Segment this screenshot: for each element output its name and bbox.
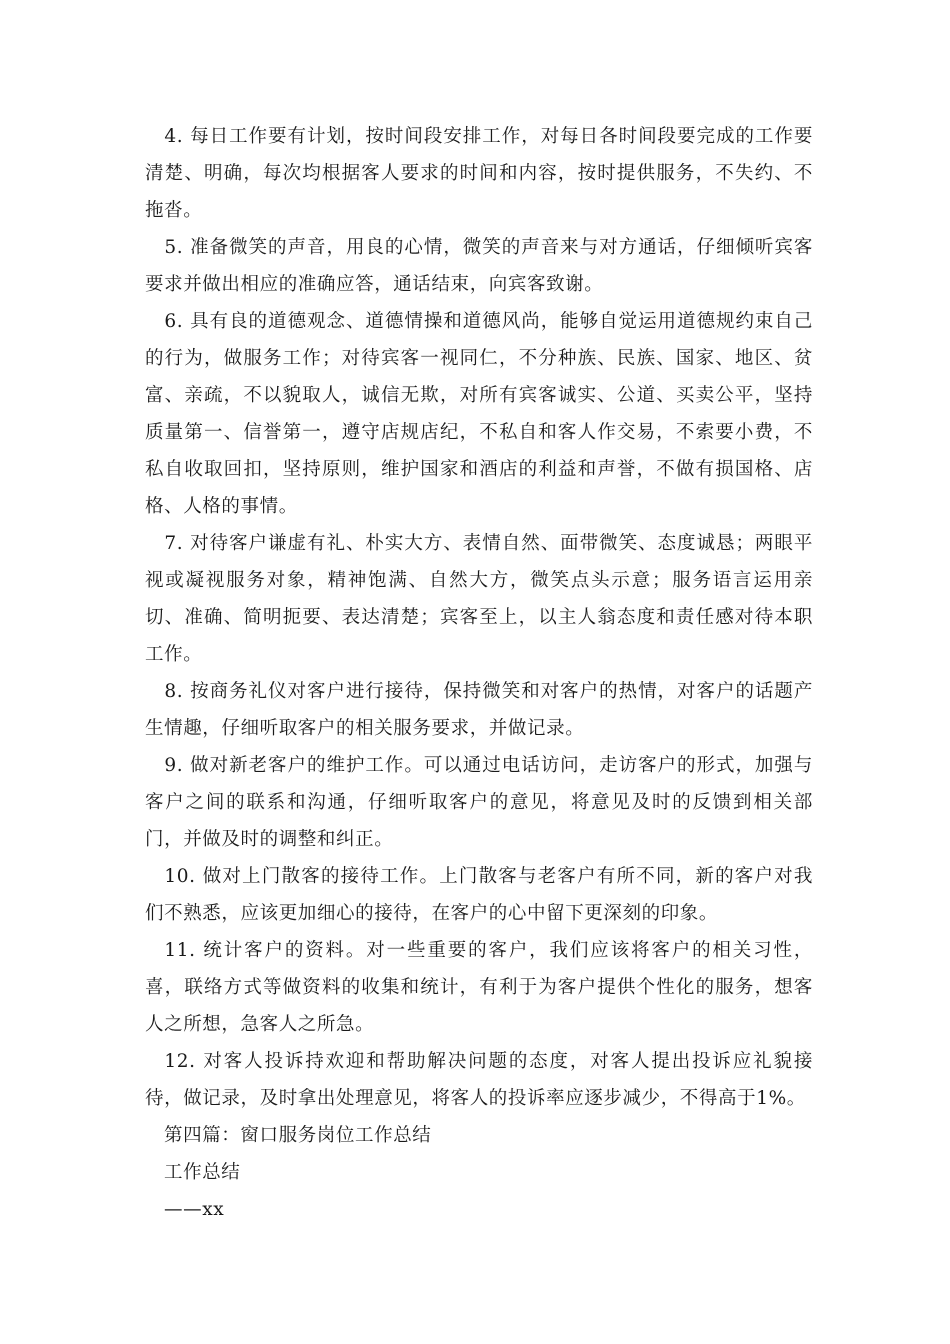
author-line: ——xx [164,1199,225,1220]
paragraph-item-5: 5. 准备微笑的声音，用良的心情，微笑的声音来与对方通话，仔细倾听宾客要求并做出相应的准确应答，通话结束，向宾客致谢。 [145,237,813,295]
section-heading: 第四篇：窗口服务岗位工作总结 [164,1125,432,1146]
paragraph-item-4: 4. 每日工作要有计划，按时间段安排工作，对每日各时间段要完成的工作要清楚、明确，每次均根据客人要求的时间和内容，按时提供服务，不失约、不拖沓。 [145,126,813,221]
paragraph-item-8: 8. 按商务礼仪对客户进行接待，保持微笑和对客户的热情，对客户的话题产生情趣，仔细听取客户的相关服务要求，并做记录。 [145,681,813,739]
subheading: 工作总结 [164,1162,241,1183]
paragraph-item-7: 7. 对待客户谦虚有礼、朴实大方、表情自然、面带微笑、态度诚恳；两眼平视或凝视服务对象，精神饱满、自然大方，微笑点头示意；服务语言运用亲切、准确、简明扼要、表达清楚；宾客至上，以主人翁态度和责任感对待本职工作。 [145,533,813,665]
document-body [145,118,813,1228]
paragraph-item-9: 9. 做对新老客户的维护工作。可以通过电话访问，走访客户的形式，加强与客户之间的联系和沟通，仔细听取客户的意见，将意见及时的反馈到相关部门，并做及时的调整和纠正。 [145,755,813,850]
paragraph-item-12: 12. 对客人投诉持欢迎和帮助解决问题的态度，对客人提出投诉应礼貌接待，做记录，及时拿出处理意见，将客人的投诉率应逐步减少，不得高于1%。 [145,1051,813,1109]
paragraph-item-10: 10. 做对上门散客的接待工作。上门散客与老客户有所不同，新的客户对我们不熟悉，应该更加细心的接待，在客户的心中留下更深刻的印象。 [145,866,813,924]
paragraph-item-6: 6. 具有良的道德观念、道德情操和道德风尚，能够自觉运用道德规约束自己的行为，做服务工作；对待宾客一视同仁，不分种族、民族、国家、地区、贫富、亲疏，不以貌取人，诚信无欺，对所有宾客诚实、公道、买卖公平，坚持质量第一、信誉第一，遵守店规店纪，不私自和客人作交易，不索要小费，不私自收取回扣，坚持原则，维护国家和酒店的利益和声誉，不做有损国格、店格、人格的事情。 [145,311,813,517]
paragraph-item-11: 11. 统计客户的资料。对一些重要的客户，我们应该将客户的相关习性，喜，联络方式等做资料的收集和统计，有利于为客户提供个性化的服务，想客人之所想，急客人之所急。 [145,940,813,1035]
